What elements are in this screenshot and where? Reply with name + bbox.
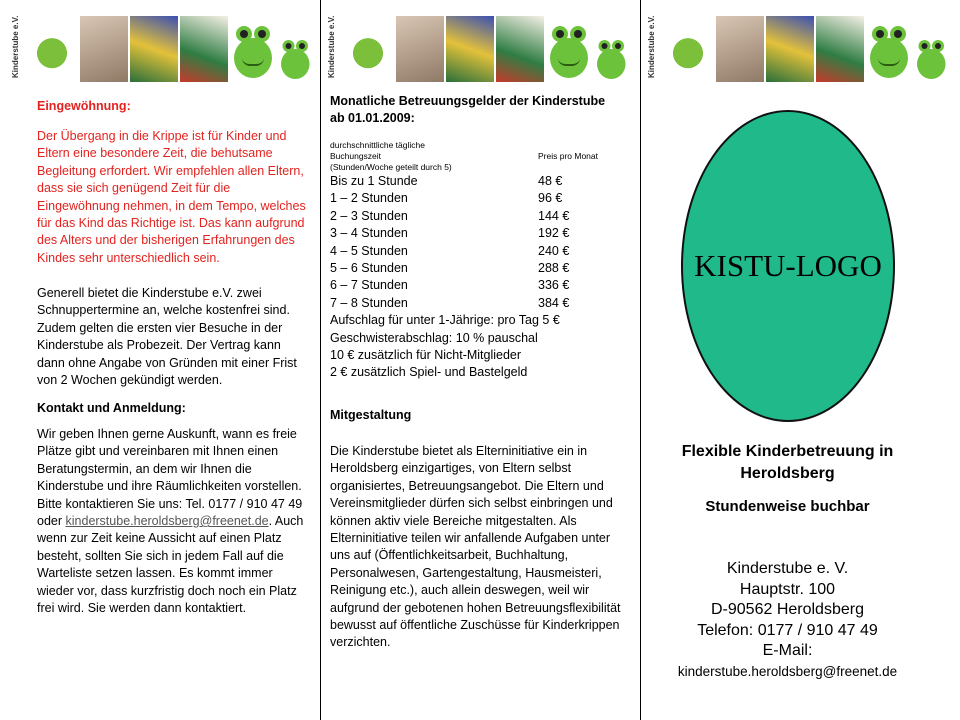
logo: Kinderstube e.V. — [334, 16, 394, 82]
note-non-members: 10 € zusätzlich für Nicht-Mitglieder — [330, 348, 522, 363]
table-row: 5 – 6 Stunden 288 € — [330, 261, 570, 276]
hand-icon — [32, 22, 72, 74]
frog-icon — [914, 37, 940, 82]
table-row: 4 – 5 Stunden 240 € — [330, 243, 570, 258]
eingewoehnung-heading: Eingewöhnung: — [37, 99, 131, 113]
logo: Kinderstube e.V. — [18, 16, 78, 82]
table-head-row — [330, 140, 630, 151]
kontakt-text-b: . Auch wenn zur Zeit keine Aussicht auf einen Platz besteht, sollten Sie sich in jedem Fall auf die Warteliste setzen lassen. Es kommt immer wieder vor, dass kurzfristig doch noch ein Platz frei wird. Sie werden dann kontaktiert. — [37, 514, 304, 616]
table-row: 6 – 7 Stunden 336 € — [330, 278, 570, 293]
kontakt-text-a: Wir geben Ihnen gerne Auskunft, wann es freie Plätze gibt und vereinbaren mit Ihnen einen Beratungstermin, an dem wir Ihnen die Kinderstube und ihre Räumlichkeiten vorstellen. Bitte kontaktieren Sie uns: Tel. 0177 / 910 47 49 oder — [37, 427, 303, 529]
frog-icon — [278, 37, 304, 82]
header-images-middle — [327, 12, 628, 82]
logo-placeholder-text: KISTU-LOGO — [694, 248, 882, 283]
table-head-row — [330, 151, 630, 162]
address-street: Hauptstr. 100 — [739, 580, 836, 598]
fees-title: Monatliche Betreuungsgelder der Kinderstube ab 01.01.2009: — [330, 94, 606, 126]
mitgestaltung-heading: Mitgestaltung — [330, 408, 412, 422]
kontakt-text — [37, 426, 309, 617]
eingewoehnung-text: Der Übergang in die Krippe ist für Kinder und Eltern eine besondere Zeit, die behutsame Begleitung erfordert. Wir empfehlen allen Eltern, dass sie sich genügend Zeit für die Eingewöhnung nehmen, in dem Tempo, welches für das Kind das Richtige ist. Das kann aufgrund des Alters und der bisherigen Erfahrungen des Kindes sehr unterschiedlich sein. — [37, 129, 306, 265]
frog-icon — [230, 22, 276, 82]
toys-photo — [446, 16, 494, 82]
fold-line-1 — [320, 0, 321, 720]
play-photo — [496, 16, 544, 82]
note-siblings: Geschwisterabschlag: 10 % pauschal — [330, 330, 538, 345]
toys-photo — [130, 16, 178, 82]
child-photo — [396, 16, 444, 82]
toys-photo — [766, 16, 814, 82]
frog-icon — [546, 22, 592, 82]
col-head-left-1: durchschnittliche tägliche — [330, 140, 425, 150]
child-photo — [716, 16, 764, 82]
note-craft-fee: 2 € zusätzlich Spiel- und Bastelgeld — [330, 365, 528, 380]
fold-line-2 — [640, 0, 641, 720]
header-images-left — [11, 12, 312, 82]
table-row: 7 – 8 Stunden 384 € — [330, 295, 570, 310]
play-photo — [180, 16, 228, 82]
col-head-right: Preis pro Monat — [538, 151, 598, 161]
fees-table — [330, 140, 630, 382]
header-images-right — [647, 12, 948, 82]
child-photo — [80, 16, 128, 82]
email-link[interactable]: kinderstube.heroldsberg@freenet.de — [65, 514, 269, 529]
note-under-one: Aufschlag für unter 1-Jährige: pro Tag 5 € — [330, 313, 560, 328]
tagline: Flexible Kinderbetreuung in Heroldsberg — [681, 443, 894, 482]
address-name: Kinderstube e. V. — [726, 560, 849, 577]
mitgestaltung-text: Die Kinderstube bietet als Elterninitiative ein in Heroldsberg einzigartiges, von Eltern selbst organisiertes, Betreuungsangebot. Die Eltern und Vereinsmitglieder dürfen sich selbst einbringen und können aktiv viele Bereiche mitgestalten. Als Elterninitiative teilen wir anfallende Aufgaben unter uns auf (Öffentlichkeitsarbeit, Buchhaltung, Personalwesen, Gartengestaltung, Hausmeisteri, Reinigung etc.), auch allein deswegen, weil wir aufgrund der gebotenen hohen Betreuungsflexibilität bewusst auf öffentliche Zuschüsse für Kinderkrippen verzichten. — [330, 444, 621, 650]
address-phone: Telefon: 0177 / 910 47 49 — [697, 621, 878, 639]
col-head-left-3: (Stunden/Woche geteilt durch 5) — [330, 162, 452, 172]
probezeit-text: Generell bietet die Kinderstube e.V. zwei Schnuppertermine an, welche kostenfrei sind. Zudem gelten die ersten vier Besuche in der Kinderstube als Probezeit. Der Vertrag kann dann ohne Angabe von Gründen mit einer Frist von 2 Wochen gekündigt werden. — [37, 286, 297, 388]
table-head-row — [330, 162, 630, 173]
logo: Kinderstube e.V. — [654, 16, 714, 82]
logo-placeholder — [681, 110, 895, 422]
address-email-label: E-Mail: — [762, 642, 813, 659]
subtagline: Stundenweise buchbar — [705, 498, 870, 515]
play-photo — [816, 16, 864, 82]
frog-icon — [594, 37, 620, 82]
address-email[interactable]: kinderstube.heroldsberg@freenet.de — [677, 663, 898, 679]
hand-icon — [668, 22, 708, 74]
hand-icon — [348, 22, 388, 74]
table-row: 1 – 2 Stunden 96 € — [330, 191, 563, 206]
kontakt-heading: Kontakt und Anmeldung: — [37, 401, 186, 415]
address-city: D-90562 Heroldsberg — [711, 601, 864, 618]
table-row: 3 – 4 Stunden 192 € — [330, 226, 570, 241]
frog-icon — [866, 22, 912, 82]
table-row: Bis zu 1 Stunde 48 € — [330, 174, 563, 188]
table-row: 2 – 3 Stunden 144 € — [330, 208, 570, 223]
address-block — [645, 559, 930, 682]
col-head-left-2: Buchungszeit — [330, 151, 382, 161]
